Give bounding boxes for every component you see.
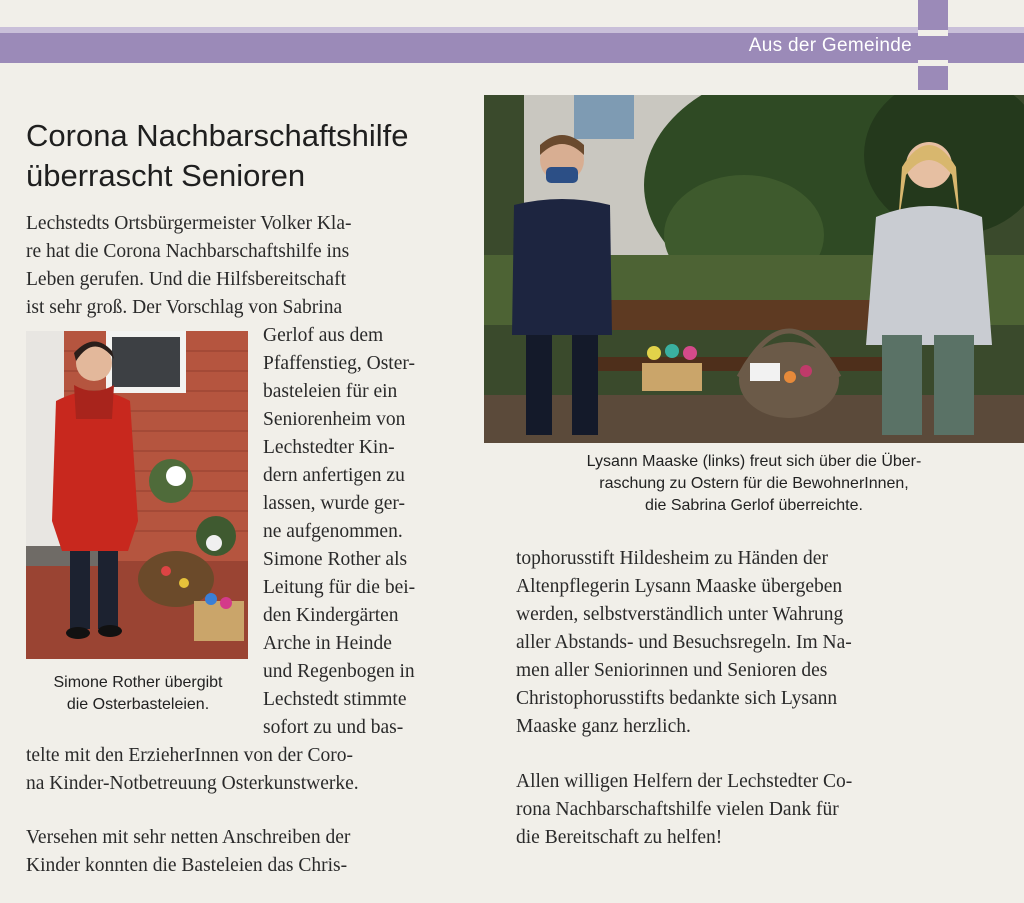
text-line: Allen willigen Helfern der Lechstedter Co-: [516, 771, 853, 792]
text-line: und Regenbogen in: [263, 661, 415, 682]
text-line: die Bereitschaft zu helfen!: [516, 827, 723, 848]
text-line: Lechstedts Ortsbürgermeister Volker Kla-: [26, 213, 352, 234]
photo-right-caption: [484, 451, 1024, 517]
caption-line: die Sabrina Gerlof überreichte.: [645, 497, 863, 514]
text-line: lassen, wurde ger-: [263, 493, 406, 514]
text-line: ist sehr groß. Der Vorschlag von Sabrina: [26, 297, 343, 318]
caption-line: Lysann Maaske (links) freut sich über die Über-: [586, 453, 922, 470]
section-label: Aus der Gemeinde: [748, 35, 912, 56]
text-line: Versehen mit sehr netten Anschreiben der: [26, 827, 351, 848]
text-line: na Kinder-Notbetreuung Osterkunstwerke.: [26, 773, 359, 794]
text-line: telte mit den ErzieherInnen von der Coro-: [26, 745, 354, 766]
text-line: Maaske ganz herzlich.: [516, 716, 691, 737]
text-line: Leitung für die bei-: [263, 577, 416, 598]
text-line: tophorusstift Hildesheim zu Händen der: [516, 548, 828, 569]
text-line: aller Abstands- und Besuchsregeln. Im Na-: [516, 632, 852, 653]
text-line: Lechstedt stimmte: [263, 689, 407, 710]
photo-lysann-maaske-sabrina-gerlof: [484, 95, 1024, 443]
text-line: rona Nachbarschaftshilfe vielen Dank für: [516, 799, 839, 820]
caption-line: Simone Rother übergibt: [53, 674, 223, 691]
text-line: men aller Seniorinnen und Senioren des: [516, 660, 828, 681]
text-line: Seniorenheim von: [263, 409, 406, 430]
text-line: ne aufgenommen.: [263, 521, 403, 542]
corner-ornament-gap: [918, 30, 948, 36]
text-line: sofort zu und bas-: [263, 717, 404, 738]
corner-ornament-gap: [918, 60, 948, 66]
text-line: Pfaffenstieg, Oster-: [263, 353, 415, 374]
photo-left-caption: [22, 672, 254, 716]
photo-simone-rother: [26, 331, 248, 659]
article-headline: Corona Nachbarschaftshilfe überrascht Senioren: [26, 118, 409, 193]
text-line: dern anfertigen zu: [263, 465, 405, 486]
text-line: basteleien für ein: [263, 381, 398, 402]
text-line: Christophorusstifts bedankte sich Lysann: [516, 688, 838, 709]
text-line: Gerlof aus dem: [263, 325, 384, 346]
caption-line: raschung zu Ostern für die BewohnerInnen,: [599, 475, 909, 492]
text-line: werden, selbstverständlich unter Wahrung: [516, 604, 844, 625]
text-line: Altenpflegerin Lysann Maaske übergeben: [516, 576, 843, 597]
text-line: re hat die Corona Nachbarschaftshilfe ins: [26, 241, 350, 262]
text-line: Lechstedter Kin-: [263, 437, 395, 458]
text-line: den Kindergärten: [263, 605, 399, 626]
text-line: Leben gerufen. Und die Hilfsbereitschaft: [26, 269, 346, 290]
text-line: Arche in Heinde: [263, 633, 392, 654]
text-line: Kinder konnten die Basteleien das Chris-: [26, 855, 348, 876]
corner-ornament: [918, 0, 948, 90]
text-line: Simone Rother als: [263, 549, 408, 570]
caption-line: die Osterbasteleien.: [66, 696, 210, 713]
